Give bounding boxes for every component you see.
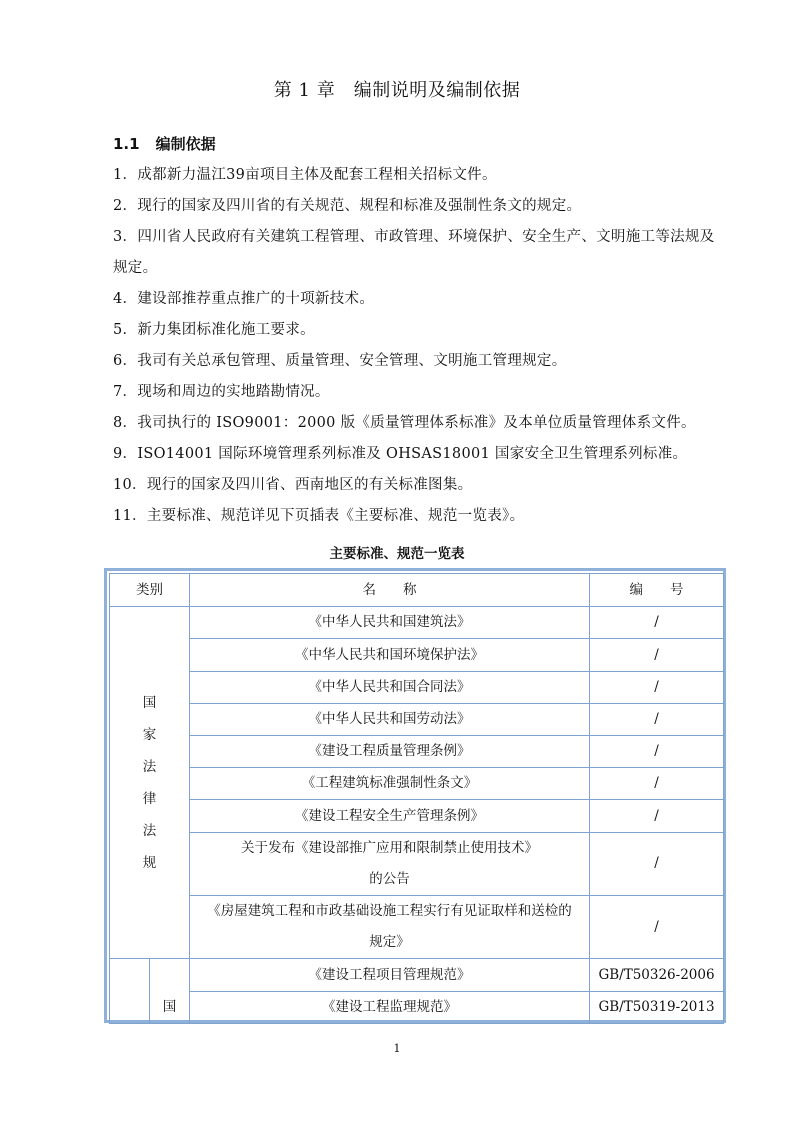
paragraph-8: 8．我司执行的 ISO9001：2000 版《质量管理体系标准》及本单位质量管理体系文件。 — [113, 415, 696, 431]
row-name: 《建设工程项目管理规范》 — [190, 959, 590, 991]
category-char: 国 — [142, 694, 157, 711]
category-char: 法 — [142, 758, 157, 775]
row-name: 《建设工程安全生产管理条例》 — [190, 800, 590, 832]
row-code: / — [590, 896, 724, 959]
table-header-row — [110, 574, 724, 607]
paragraph-1: 1．成都新力温江39亩项目主体及配套工程相关招标文件。 — [113, 167, 497, 183]
header-name: 名 称 — [190, 574, 590, 607]
paragraph-9: 9．ISO14001 国际环境管理系列标准及 OHSAS18001 国家安全卫生管理系列标准。 — [113, 446, 688, 462]
row-name: 《中华人民共和国劳动法》 — [190, 703, 590, 735]
table-row — [110, 736, 724, 768]
table-caption: 主要标准、规范一览表 — [329, 546, 465, 562]
table-row — [110, 671, 724, 703]
paragraph-4: 4．建设部推荐重点推广的十项新技术。 — [113, 291, 375, 307]
row-code: / — [590, 671, 724, 703]
paragraph-7: 7．现场和周边的实地踏勘情况。 — [113, 384, 330, 400]
paragraph-5: 5．新力集团标准化施工要求。 — [113, 322, 315, 338]
row-code: / — [590, 768, 724, 800]
paragraph-3: 3．四川省人民政府有关建筑工程管理、市政管理、环境保护、安全生产、文明施工等法规及规定。 — [113, 229, 715, 276]
header-code: 编 号 — [590, 574, 724, 607]
standards-table-frame — [104, 568, 726, 1023]
section-heading — [113, 133, 216, 154]
row-name: 《建设工程监理规范》 — [190, 991, 590, 1023]
row-code: / — [590, 736, 724, 768]
category-char: 法 — [142, 822, 157, 839]
category-char: 国 — [162, 999, 177, 1015]
row-code: / — [590, 832, 724, 895]
row-name: 《建设工程质量管理条例》 — [190, 736, 590, 768]
row-name — [190, 832, 590, 895]
table-row — [110, 800, 724, 832]
paragraph-2: 2．现行的国家及四川省的有关规范、规程和标准及强制性条文的规定。 — [113, 198, 582, 214]
row-code: / — [590, 639, 724, 671]
section-title: 编制依据 — [155, 135, 216, 153]
row-code: GB/T50319-2013 — [590, 991, 724, 1023]
row-code: / — [590, 607, 724, 639]
table-row — [110, 959, 724, 991]
category-char: 律 — [142, 790, 157, 807]
paragraph-10: 10．现行的国家及四川省、西南地区的有关标准图集。 — [113, 477, 473, 493]
row-name: 《中华人民共和国合同法》 — [190, 671, 590, 703]
table-row — [110, 703, 724, 735]
row-name: 《中华人民共和国建筑法》 — [190, 607, 590, 639]
row-code: / — [590, 703, 724, 735]
section-number: 1.1 — [113, 135, 140, 153]
row-name-line: 规定》 — [369, 934, 410, 951]
category-national-standards — [150, 959, 190, 1024]
paragraph-6: 6．我司有关总承包管理、质量管理、安全管理、文明施工管理规定。 — [113, 353, 567, 369]
table-row — [110, 991, 724, 1023]
category-char: 家 — [142, 726, 157, 743]
standards-table — [109, 573, 724, 1024]
row-name: 《工程建筑标准强制性条文》 — [190, 768, 590, 800]
row-name-line: 《房屋建筑工程和市政基础设施工程实行有见证取样和送检的 — [207, 903, 572, 920]
table-row — [110, 896, 724, 959]
row-name: 《中华人民共和国环境保护法》 — [190, 639, 590, 671]
page-number: 1 — [393, 1042, 401, 1055]
row-code: / — [590, 800, 724, 832]
category-char: 规 — [142, 854, 157, 871]
row-name-line: 的公告 — [369, 870, 410, 887]
chapter-title: 第 1 章 编制说明及编制依据 — [273, 80, 521, 101]
row-code: GB/T50326-2006 — [590, 959, 724, 991]
category-national-laws — [110, 607, 190, 959]
header-category: 类别 — [110, 574, 190, 607]
table-row — [110, 639, 724, 671]
category-outer-blank — [110, 959, 150, 1024]
table-row — [110, 768, 724, 800]
table-row — [110, 607, 724, 639]
table-row — [110, 832, 724, 895]
row-name-line: 关于发布《建设部推广应用和限制禁止使用技术》 — [241, 839, 538, 856]
paragraph-11: 11．主要标准、规范详见下页插表《主要标准、规范一览表》。 — [113, 508, 525, 524]
row-name — [190, 896, 590, 959]
